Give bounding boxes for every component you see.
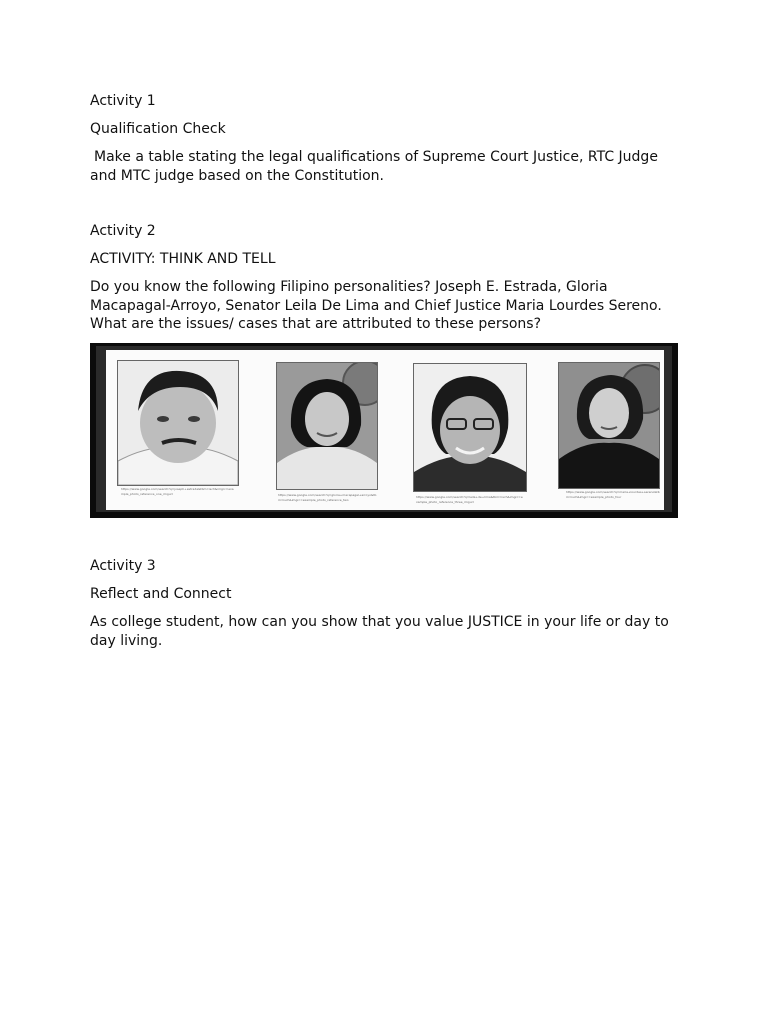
portrait-arroyo <box>276 362 378 490</box>
portrait-sereno-caption: https://www.google.com/search?q=maria+lourdes+sereno&tbm=isch&imgrc=example_photo_four <box>566 490 660 499</box>
portrait-estrada-image <box>118 361 238 485</box>
portrait-delima-image <box>414 364 526 491</box>
portrait-sereno-image <box>559 363 659 488</box>
photo-strip-panel <box>106 350 664 510</box>
activity3-body: As college student, how can you show that you value JUSTICE in your life or day to day living. <box>90 614 669 649</box>
activity3-heading: Activity 3 <box>90 558 156 574</box>
portrait-delima <box>413 363 527 492</box>
portrait-sereno <box>558 362 660 489</box>
portrait-arroyo-caption: https://www.google.com/search?q=gloria+macapagal+arroyo&tbm=isch&imgrc=example_photo_reference_two <box>278 493 377 502</box>
portrait-estrada-caption: https://www.google.com/search?q=joseph+estrada&tbm=isch&imgrc=example_photo_reference_one_imgurl <box>121 487 234 496</box>
activity1-heading: Activity 1 <box>90 93 156 109</box>
activity2-heading: Activity 2 <box>90 223 156 239</box>
personalities-photo-strip <box>90 343 678 518</box>
activity1-body: Make a table stating the legal qualifications of Supreme Court Justice, RTC Judge and MTC judge based on the Constitution. <box>90 149 658 184</box>
activity3-subheading: Reflect and Connect <box>90 586 232 602</box>
activity2-body: Do you know the following Filipino personalities? Joseph E. Estrada, Gloria Macapagal-Arroyo, Senator Leila De Lima and Chief Justice Maria Lourdes Sereno. What are the issues/ cases that are attributed to these persons? <box>90 279 662 332</box>
activity2-subheading: ACTIVITY: THINK AND TELL <box>90 251 276 267</box>
activity1-subheading: Qualification Check <box>90 121 226 137</box>
portrait-estrada <box>117 360 239 486</box>
portrait-delima-caption: https://www.google.com/search?q=leila+de+lima&tbm=isch&imgrc=example_photo_reference_three_imgurl <box>416 495 523 504</box>
portrait-arroyo-image <box>277 363 377 489</box>
